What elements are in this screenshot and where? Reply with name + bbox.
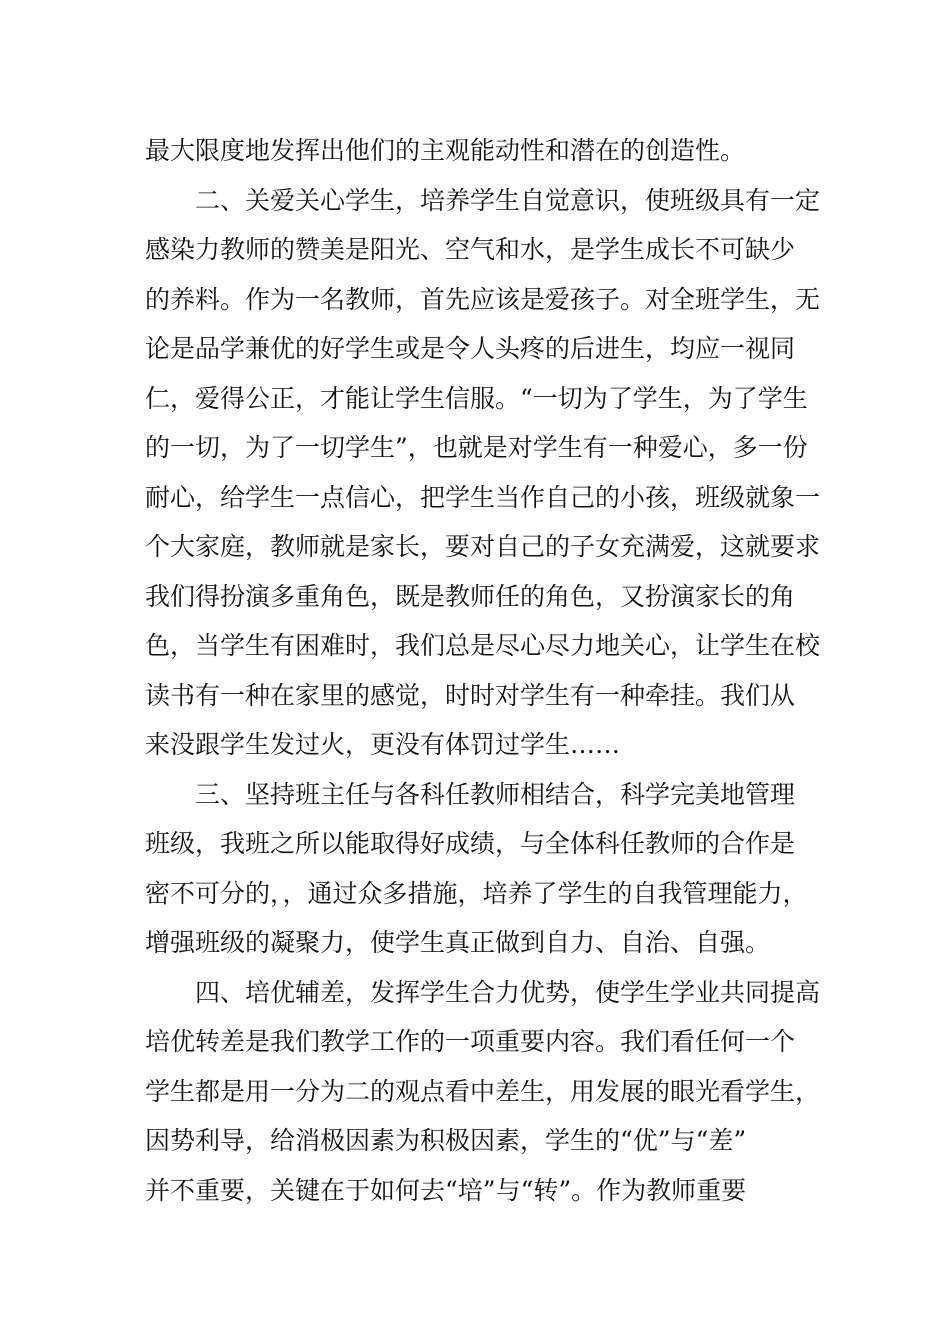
paragraph-4-first-line: 四、培优辅差，发挥学生合力优势，使学生学业共同提高	[195, 977, 821, 1007]
text-line: 读书有一种在家里的感觉，时时对学生有一种牵挂。我们从	[145, 680, 796, 710]
text-line: 的养料。作为一名教师，首先应该是爱孩子。对全班学生，无	[145, 284, 821, 314]
text-line: 仁，爱得公正，才能让学生信服。“一切为了学生，为了学生	[145, 383, 808, 413]
paragraph-2-first-line: 二、关爱关心学生，培养学生自觉意识，使班级具有一定	[195, 185, 821, 215]
text-line: 因势利导，给消极因素为积极因素，学生的“优”与“差”	[145, 1126, 747, 1155]
text-line: 个大家庭，教师就是家长，要对自己的子女充满爱，这就要求	[145, 532, 821, 561]
text-line: 色，当学生有困难时，我们总是尽心尽力地关心，让学生在校	[145, 631, 821, 660]
body-text	[145, 126, 821, 1215]
text-line: 密不可分的，，通过众多措施，培养了学生的自我管理能力，	[145, 878, 808, 908]
text-line: 增强班级的凝聚力，使学生真正做到自力、自治、自强。	[145, 928, 771, 957]
text-line: 来没跟学生发过火，更没有体罚过学生……	[145, 730, 621, 759]
text-line: 学生都是用一分为二的观点看中差生，用发展的眼光看学生，	[145, 1076, 821, 1106]
text-line: 耐心，给学生一点信心，把学生当作自己的小孩，班级就象一	[145, 482, 821, 512]
text-line: 论是品学兼优的好学生或是令人头疼的后进生，均应一视同	[145, 334, 796, 363]
text-line: 我们得扮演多重角色，既是教师任的角色，又扮演家长的角	[145, 581, 796, 611]
paragraph-3-first-line: 三、坚持班主任与各科任教师相结合，科学完美地管理	[195, 779, 796, 809]
text-line: 感染力教师的赞美是阳光、空气和水，是学生成长不可缺少	[145, 235, 796, 264]
text-line: 的一切，为了一切学生”，也就是对学生有一种爱心，多一份	[145, 433, 808, 462]
text-line: 最大限度地发挥出他们的主观能动性和潜在的创造性。	[145, 136, 746, 165]
text-line: 并不重要，关键在于如何去“培”与“转”。作为教师重要	[145, 1175, 747, 1205]
text-line: 培优转差是我们教学工作的一项重要内容。我们看任何一个	[145, 1027, 796, 1056]
text-line: 班级，我班之所以能取得好成绩，与全体科任教师的合作是	[145, 829, 796, 858]
